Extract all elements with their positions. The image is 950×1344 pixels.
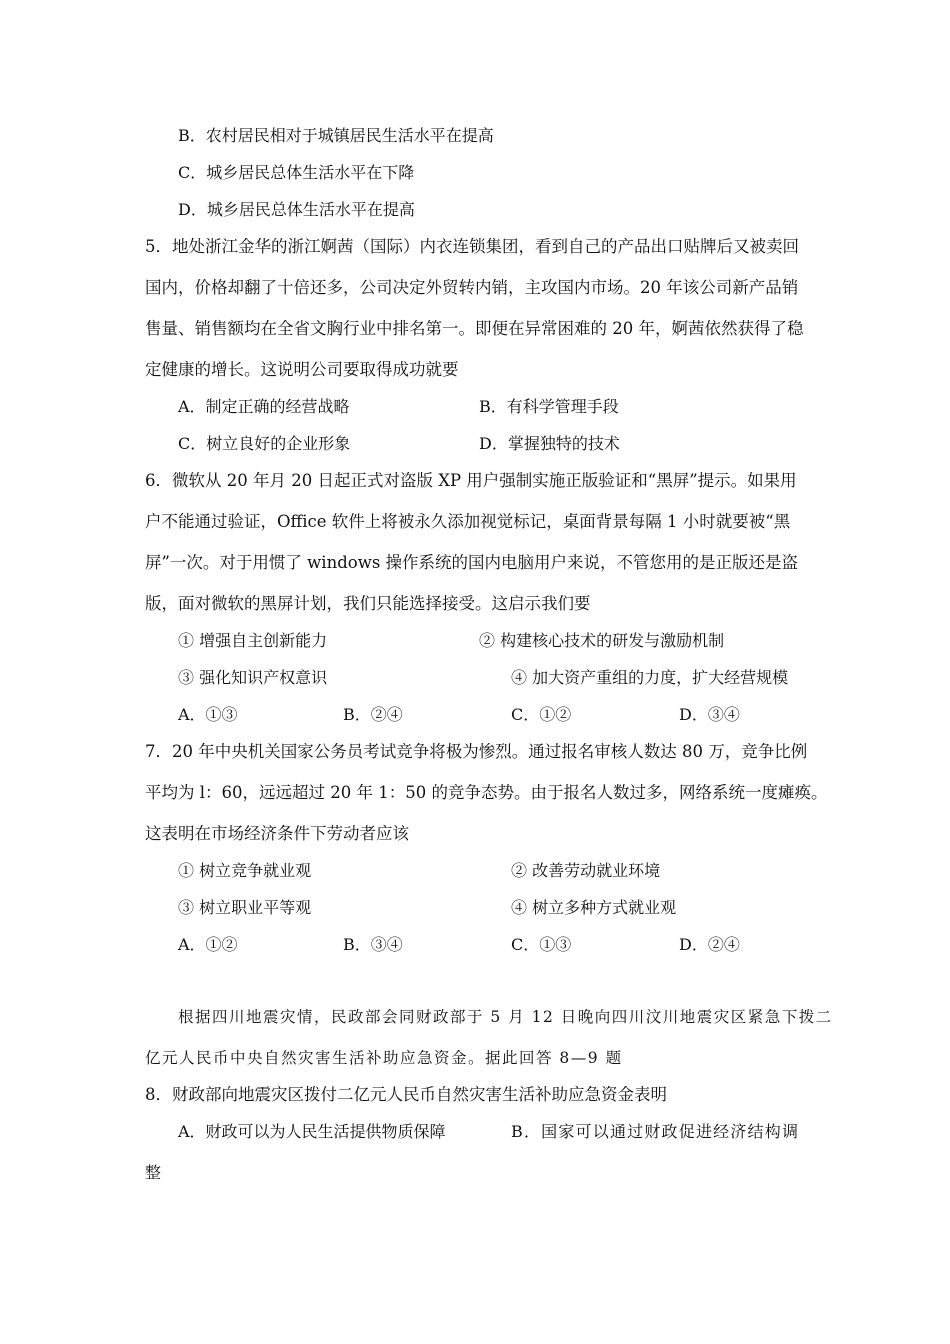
q6-option-b: B．②④ bbox=[343, 705, 403, 724]
q7-option-b: B．③④ bbox=[343, 935, 403, 954]
q5-option-c: C．树立良好的企业形象 bbox=[178, 434, 351, 453]
q6-stem-line-2: 户不能通过验证，Office 软件上将被永久添加视觉标记，桌面背景每隔 1 小时就要被“黑 bbox=[145, 512, 791, 531]
q5-option-a: A．制定正确的经营战略 bbox=[178, 397, 350, 416]
q6-item-3: ③ 强化知识产权意识 bbox=[178, 668, 328, 687]
q7-item-1: ① 树立竞争就业观 bbox=[178, 861, 312, 880]
q5-option-b: B．有科学管理手段 bbox=[479, 397, 619, 416]
q6-item-2: ② 构建核心技术的研发与激励机制 bbox=[479, 631, 725, 650]
q5-option-d: D．掌握独特的技术 bbox=[479, 434, 620, 453]
q4-option-c: C．城乡居民总体生活水平在下降 bbox=[178, 163, 415, 182]
q5-stem-line-4: 定健康的增长。这说明公司要取得成功就要 bbox=[145, 360, 459, 379]
q4-option-d: D．城乡居民总体生活水平在提高 bbox=[178, 200, 415, 219]
q7-option-d: D．②④ bbox=[679, 935, 740, 954]
q6-item-1: ① 增强自主创新能力 bbox=[178, 631, 328, 650]
q6-option-c: C．①② bbox=[511, 705, 572, 724]
q6-item-4: ④ 加大资产重组的力度，扩大经营规模 bbox=[511, 668, 789, 687]
q8-stem: 8．财政部向地震灾区拨付二亿元人民币自然灾害生活补助应急资金表明 bbox=[145, 1085, 667, 1104]
q7-option-a: A．①② bbox=[178, 935, 238, 954]
q6-stem-line-4: 版，面对微软的黑屏计划，我们只能选择接受。这启示我们要 bbox=[145, 594, 591, 613]
q7-stem-line-3: 这表明在市场经济条件下劳动者应该 bbox=[145, 824, 409, 843]
q8-option-a: A．财政可以为人民生活提供物质保障 bbox=[178, 1122, 446, 1141]
material-line-2: 亿元人民币中央自然灾害生活补助应急资金。据此回答 8—9 题 bbox=[145, 1049, 623, 1067]
q7-stem-line-2: 平均为 l：60，远远超过 20 年 1：50 的竞争态势。由于报名人数过多，网络系统一度瘫痪。 bbox=[145, 783, 828, 802]
q6-stem-line-1: 6．微软从 20 年月 20 日起正式对盗版 XP 用户强制实施正版验证和“黑屏”提示。如果用 bbox=[145, 471, 797, 490]
q5-stem-line-2: 国内，价格却翻了十倍还多，公司决定外贸转内销，主攻国内市场。20 年该公司新产品销 bbox=[145, 278, 799, 297]
material-line-1: 根据四川地震灾情，民政部会同财政部于 5 月 12 日晚向四川汶川地震灾区紧急下拨二 bbox=[178, 1008, 833, 1026]
q8-option-b: B．国家可以通过财政促进经济结构调 bbox=[511, 1122, 800, 1141]
q4-option-b: B．农村居民相对于城镇居民生活水平在提高 bbox=[178, 126, 494, 145]
q7-item-4: ④ 树立多种方式就业观 bbox=[511, 898, 677, 917]
q7-stem-line-1: 7．20 年中央机关国家公务员考试竞争将极为惨烈。通过报名审核人数达 80 万，竞争比例 bbox=[145, 742, 808, 761]
q5-stem-line-3: 售量、销售额均在全省文胸行业中排名第一。即便在异常困难的 20 年，婀茜依然获得了稳 bbox=[145, 319, 804, 338]
q7-item-3: ③ 树立职业平等观 bbox=[178, 898, 312, 917]
q5-stem-line-1: 5．地处浙江金华的浙江婀茜（国际）内衣连锁集团，看到自己的产品出口贴牌后又被卖回 bbox=[145, 237, 799, 256]
q6-stem-line-3: 屏”一次。对于用惯了 windows 操作系统的国内电脑用户来说，不管您用的是正版还是盗 bbox=[145, 553, 799, 572]
q6-option-d: D．③④ bbox=[679, 705, 740, 724]
q7-option-c: C．①③ bbox=[511, 935, 572, 954]
q6-option-a: A．①③ bbox=[178, 705, 238, 724]
q7-item-2: ② 改善劳动就业环境 bbox=[511, 861, 661, 880]
q8-option-b-continuation: 整 bbox=[145, 1163, 162, 1182]
